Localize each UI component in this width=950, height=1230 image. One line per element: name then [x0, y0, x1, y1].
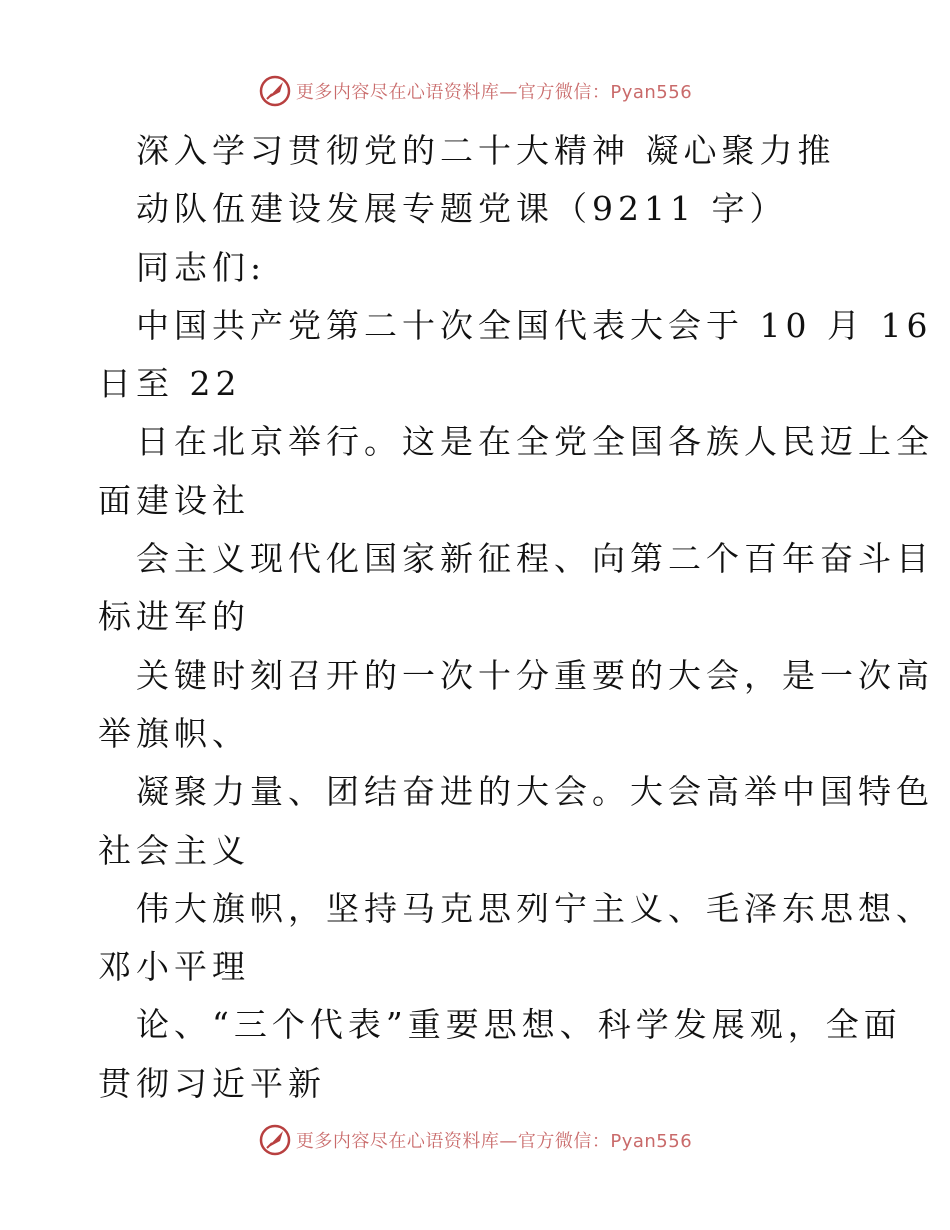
- paragraph-line: 凝聚力量、团结奋进的大会。大会高举中国特色: [136, 772, 934, 812]
- paragraph-line: 面建设社: [98, 480, 250, 520]
- paragraph-line: 举旗帜、: [98, 713, 250, 753]
- paragraph-line: 标进军的: [98, 597, 250, 637]
- paragraph-line: 邓小平理: [98, 947, 250, 987]
- quill-logo-icon: [258, 74, 292, 108]
- document-title-line-1: 深入学习贯彻党的二十大精神 凝心聚力推: [136, 131, 836, 170]
- watermark-header: [0, 71, 950, 111]
- paragraph-line: 伟大旗帜，坚持马克思列宁主义、毛泽东思想、: [136, 888, 934, 928]
- paragraph-line: 日至 22: [98, 364, 242, 404]
- paragraph-line: 会主义现代化国家新征程、向第二个百年奋斗目: [136, 539, 934, 579]
- paragraph-line: 社会主义: [98, 830, 250, 870]
- document-title-line-2: 动队伍建设发展专题党课（9211 字）: [136, 189, 788, 229]
- quill-logo-icon: [258, 1123, 292, 1157]
- document-body: [98, 122, 934, 1113]
- paragraph-line: 日在北京举行。这是在全党全国各族人民迈上全: [136, 422, 934, 462]
- watermark-footer: [0, 1120, 950, 1160]
- paragraph-line: 论、“三个代表”重要思想、科学发展观，全面: [136, 1005, 902, 1045]
- watermark-text: 更多内容尽在心语资料库—官方微信：Pyan556: [295, 82, 693, 103]
- salutation: 同志们:: [136, 247, 267, 287]
- paragraph-line: 贯彻习近平新: [98, 1063, 326, 1103]
- watermark-text: 更多内容尽在心语资料库—官方微信：Pyan556: [295, 1131, 693, 1152]
- paragraph-line: 关键时刻召开的一次十分重要的大会，是一次高: [136, 655, 934, 695]
- paragraph-line: 中国共产党第二十次全国代表大会于 10 月 16: [136, 305, 933, 345]
